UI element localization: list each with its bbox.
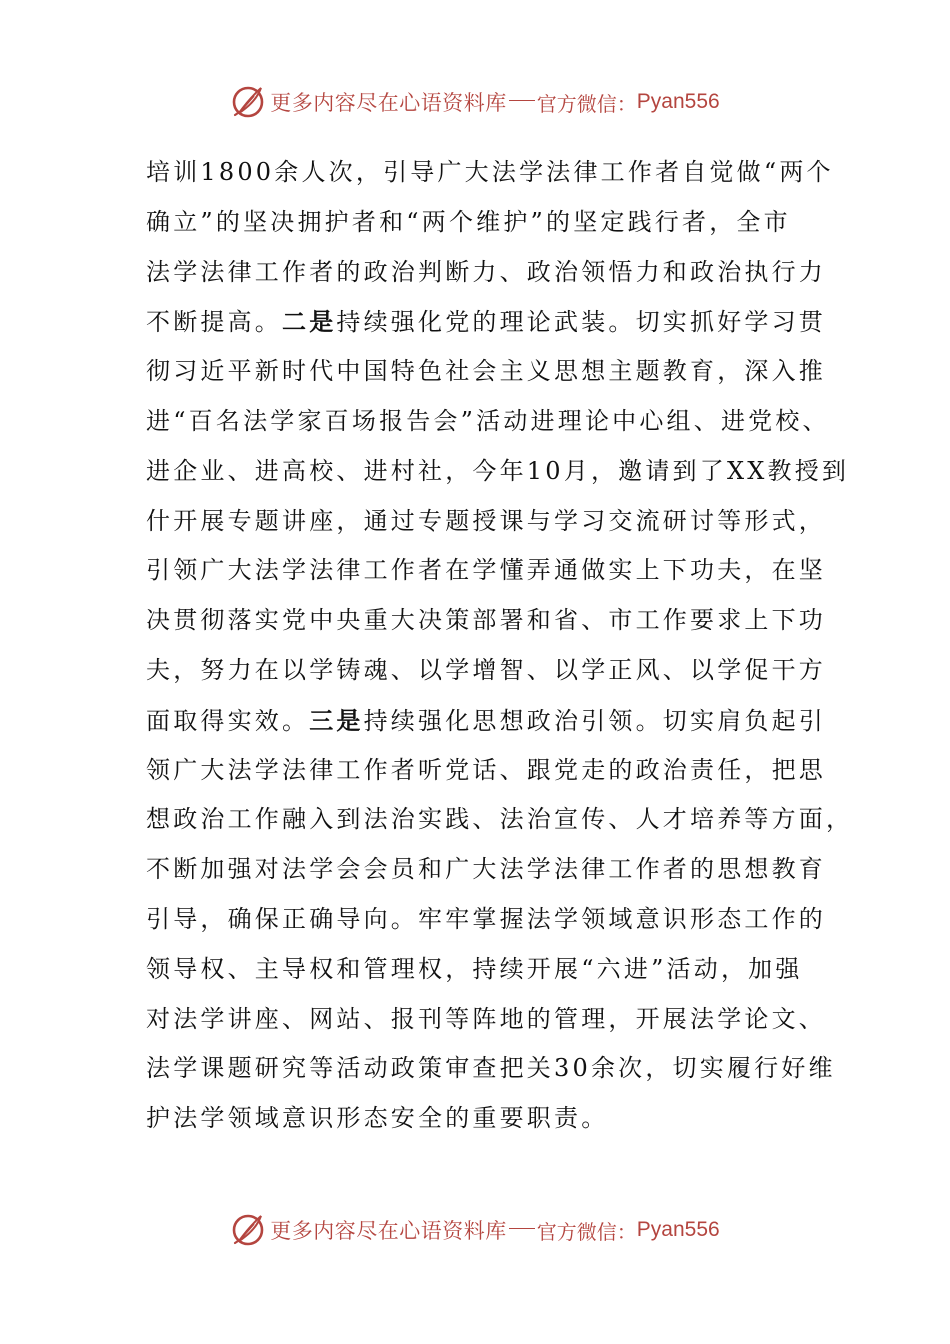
watermark-slogan: 更多内容尽在心语资料库 <box>270 91 507 115</box>
watermark-content <box>230 84 719 120</box>
watermark-wechat-id: Pyan556 <box>636 1218 720 1241</box>
watermark-slogan: 更多内容尽在心语资料库 <box>270 1219 507 1243</box>
text-line: 彻习近平新时代中国特色社会主义思想主题教育，深入推 <box>146 357 826 386</box>
header-watermark <box>0 80 950 124</box>
text-line: 引导，确保正确导向。牢牢掌握法学领域意识形态工作的 <box>146 904 826 933</box>
text-segment: 不断提高。 <box>146 308 282 337</box>
text-line: 法学课题研究等活动政策审查把关30余次，切实履行好维 <box>146 1054 836 1083</box>
text-line: 不断加强对法学会会员和广大法学法律工作者的思想教育 <box>146 855 826 884</box>
watermark-wechat-label: 官方微信： <box>536 1219 637 1244</box>
text-line: 领广大法学法律工作者听党话、跟党走的政治责任，把思 <box>146 755 826 784</box>
text-line: 法学法律工作者的政治判断力、政治领悟力和政治执行力 <box>146 257 826 286</box>
text-segment: 持续强化思想政治引领。切实肩负起引 <box>363 706 827 735</box>
footer-watermark <box>0 1208 950 1252</box>
watermark-dash <box>509 1228 535 1229</box>
watermark-wechat-id: Pyan556 <box>636 90 720 113</box>
bold-heading-marker: 二是 <box>282 307 337 337</box>
text-segment: 持续强化党的理论武装。切实抓好学习贯 <box>336 308 827 337</box>
text-line: 对法学讲座、网站、报刊等阵地的管理，开展法学论文、 <box>146 1004 826 1033</box>
text-line: 进企业、进高校、进村社，今年10月，邀请到了XX教授到 <box>146 456 850 485</box>
text-line: 护法学领域意识形态安全的重要职责。 <box>146 1104 609 1133</box>
text-line: 引领广大法学法律工作者在学懂弄通做实上下功夫，在坚 <box>146 556 826 585</box>
watermark-wechat-label: 官方微信： <box>536 91 637 116</box>
text-line: 领导权、主导权和管理权，持续开展“六进”活动，加强 <box>146 954 803 983</box>
text-segment: 面取得实效。 <box>146 706 310 735</box>
text-line: 确立”的坚决拥护者和“两个维护”的坚定践行者，全市 <box>146 207 791 236</box>
text-line: 进“百名法学家百场报告会”活动进理论中心组、进党校、 <box>146 406 830 435</box>
text-line <box>146 297 827 347</box>
text-line: 决贯彻落实党中央重大决策部署和省、市工作要求上下功 <box>146 606 826 635</box>
text-line: 夫，努力在以学铸魂、以学增智、以学正风、以学促干方 <box>146 655 826 684</box>
text-line: 培训1800余人次，引导广大法学法律工作者自觉做“两个 <box>146 158 834 186</box>
document-body <box>146 148 854 1144</box>
quill-pen-logo-icon <box>230 84 266 120</box>
text-line: 想政治工作融入到法治实践、法治宣传、人才培养等方面， <box>146 805 854 834</box>
watermark-dash <box>509 100 535 101</box>
text-line <box>146 696 827 746</box>
quill-pen-logo-icon <box>230 1212 266 1248</box>
text-line: 什开展专题讲座，通过专题授课与学习交流研讨等形式， <box>146 506 826 535</box>
bold-heading-marker: 三是 <box>309 705 364 735</box>
watermark-content <box>230 1212 719 1248</box>
